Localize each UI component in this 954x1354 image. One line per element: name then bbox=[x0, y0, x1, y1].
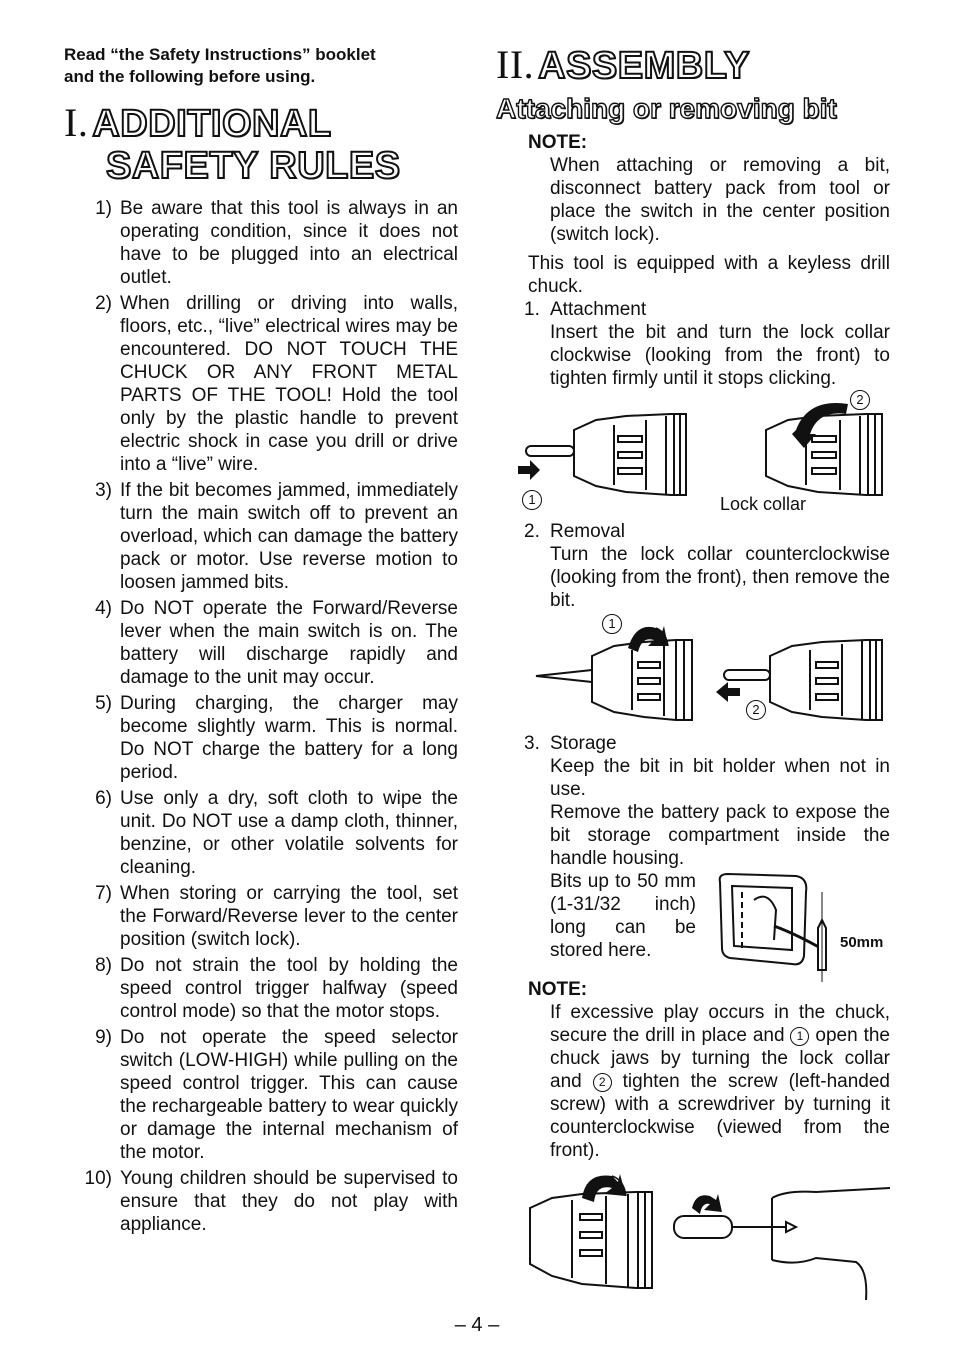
rule-text: Use only a dry, soft cloth to wipe the unit. Do NOT use a damp cloth, thinner, benzine, or other volatile solvents for cleaning. bbox=[120, 788, 458, 878]
rule-text: Do not operate the speed selector switch (LOW-HIGH) while pulling on the speed control trigger. This can cause the rechargeable battery to wear quickly or damage the internal mechanism of the motor. bbox=[120, 1027, 458, 1163]
intro-line: Read “the Safety Instructions” booklet bbox=[64, 45, 376, 64]
left-column bbox=[64, 44, 458, 1239]
rule-number: 1) bbox=[95, 198, 112, 219]
section-title-line2: SAFETY RULES bbox=[106, 145, 401, 187]
removal-illustration bbox=[496, 612, 890, 732]
attachment-illustration bbox=[496, 390, 890, 520]
storage-text-1: Keep the bit in bit holder when not in use. bbox=[550, 756, 890, 800]
step-title: Storage bbox=[550, 733, 617, 754]
rule-number: 5) bbox=[95, 693, 112, 714]
rule-item bbox=[64, 597, 458, 689]
intro-text bbox=[64, 44, 458, 88]
section-title-safety bbox=[64, 102, 458, 187]
storage-text-3: Bits up to 50 mm (1-31/32 inch) long can be stored here. bbox=[550, 871, 696, 961]
note-text: When attaching or removing a bit, disconnect battery pack from tool or place the switch in the center position (switch lock). bbox=[550, 155, 890, 245]
rule-item bbox=[64, 1026, 458, 1164]
step-removal-heading bbox=[496, 520, 890, 543]
step-number: 1. bbox=[524, 299, 540, 320]
rule-text: During charging, the charger may become slightly warm. This is normal. Do NOT charge the battery for a long period. bbox=[120, 693, 458, 783]
rule-item bbox=[64, 882, 458, 951]
section-title-assembly bbox=[496, 44, 890, 87]
rule-number: 6) bbox=[95, 788, 112, 809]
rule-number: 3) bbox=[95, 480, 112, 501]
subheading-attaching-bit: Attaching or removing bit bbox=[496, 93, 837, 124]
figure-attachment bbox=[496, 390, 890, 520]
marker-2: 2 bbox=[746, 700, 766, 720]
rule-text: Do not strain the tool by holding the speed control trigger halfway (speed control mode) so that the motor stops. bbox=[120, 955, 458, 1022]
marker-2: 2 bbox=[593, 1073, 612, 1092]
marker-2: 2 bbox=[850, 390, 870, 410]
step-number: 3. bbox=[524, 733, 540, 754]
rule-number: 7) bbox=[95, 883, 112, 904]
right-column bbox=[496, 44, 890, 1300]
rule-item bbox=[64, 479, 458, 594]
note-label: NOTE: bbox=[528, 132, 588, 153]
rule-item bbox=[64, 787, 458, 879]
rule-text: Do NOT operate the Forward/Reverse lever when the main switch is on. The battery will discharge rapidly and damage to the unit may occur. bbox=[120, 598, 458, 688]
note-text-part: open the chuck jaws by turning the lock collar and bbox=[550, 1025, 890, 1092]
step-attachment-text: Insert the bit and turn the lock collar clockwise (looking from the front) to tighten firmly until it stops clicking. bbox=[550, 322, 890, 389]
step-title: Attachment bbox=[550, 299, 647, 320]
section-title-line1: ADDITIONAL bbox=[92, 103, 332, 145]
note-text-part: tighten the screw (left-handed screw) with a screwdriver by turning it counterclockwise (viewed from the front). bbox=[550, 1071, 891, 1161]
rule-text: Be aware that this tool is always in an operating condition, since it does not have to be plugged into an electrical outlet. bbox=[120, 198, 458, 288]
rule-item bbox=[64, 292, 458, 476]
rule-number: 10) bbox=[84, 1168, 112, 1189]
bit-length-label: 50mm bbox=[840, 934, 884, 951]
storage-text-2: Remove the battery pack to expose the bit storage compartment inside the handle housing. bbox=[550, 802, 890, 869]
rule-text: When drilling or driving into walls, floors, etc., “live” electrical wires may be encountered. DO NOT TOUCH THE CHUCK OR ANY FRONT METAL PARTS OF THE TOOL! Hold the tool only by the plastic handle to prevent electric shock in case you drill or drive into a “live” wire. bbox=[120, 293, 458, 475]
rule-number: 2) bbox=[95, 293, 112, 314]
section-title-text: ASSEMBLY bbox=[538, 45, 750, 87]
rule-item bbox=[64, 197, 458, 289]
step-storage-heading bbox=[496, 732, 890, 755]
rule-text: Young children should be supervised to ensure that they do not play with appliance. bbox=[120, 1168, 458, 1235]
section-roman: II. bbox=[496, 42, 535, 87]
intro-line: and the following before using. bbox=[64, 67, 316, 86]
section-roman: I. bbox=[64, 100, 89, 145]
figure-removal bbox=[496, 612, 890, 732]
step-attachment-heading bbox=[496, 298, 890, 321]
chuck-intro: This tool is equipped with a keyless drill chuck. bbox=[528, 253, 890, 297]
storage-illustration bbox=[712, 870, 892, 988]
rule-item bbox=[64, 1167, 458, 1236]
note-label: NOTE: bbox=[528, 979, 588, 1000]
marker-1: 1 bbox=[522, 490, 542, 510]
rule-item bbox=[64, 954, 458, 1023]
lock-collar-label: Lock collar bbox=[720, 494, 807, 514]
note-text-part: If excessive play occurs in the chuck, secure the drill in place and bbox=[550, 1002, 890, 1046]
marker-1: 1 bbox=[790, 1027, 809, 1046]
rule-text: If the bit becomes jammed, immediately turn the main switch off to prevent an overload, which can damage the battery pack or motor. Use reverse motion to loosen jammed bits. bbox=[120, 480, 458, 593]
rule-text: When storing or carrying the tool, set the Forward/Reverse lever to the center position (switch lock). bbox=[120, 883, 458, 950]
marker-1: 1 bbox=[602, 614, 622, 634]
rule-number: 8) bbox=[95, 955, 112, 976]
figure-chuck-tighten bbox=[496, 1170, 890, 1300]
rule-number: 9) bbox=[95, 1027, 112, 1048]
step-removal-text: Turn the lock collar counterclockwise (looking from the front), then remove the bit. bbox=[550, 544, 890, 611]
rule-number: 4) bbox=[95, 598, 112, 619]
chuck-screwdriver-illustration bbox=[496, 1170, 890, 1300]
note-chuck-play bbox=[496, 1001, 890, 1162]
step-number: 2. bbox=[524, 521, 540, 542]
step-title: Removal bbox=[550, 521, 625, 542]
storage-figure-block bbox=[496, 870, 890, 980]
rule-item bbox=[64, 692, 458, 784]
safety-rules-list bbox=[64, 197, 458, 1236]
page-number: – 4 – bbox=[454, 1314, 500, 1336]
